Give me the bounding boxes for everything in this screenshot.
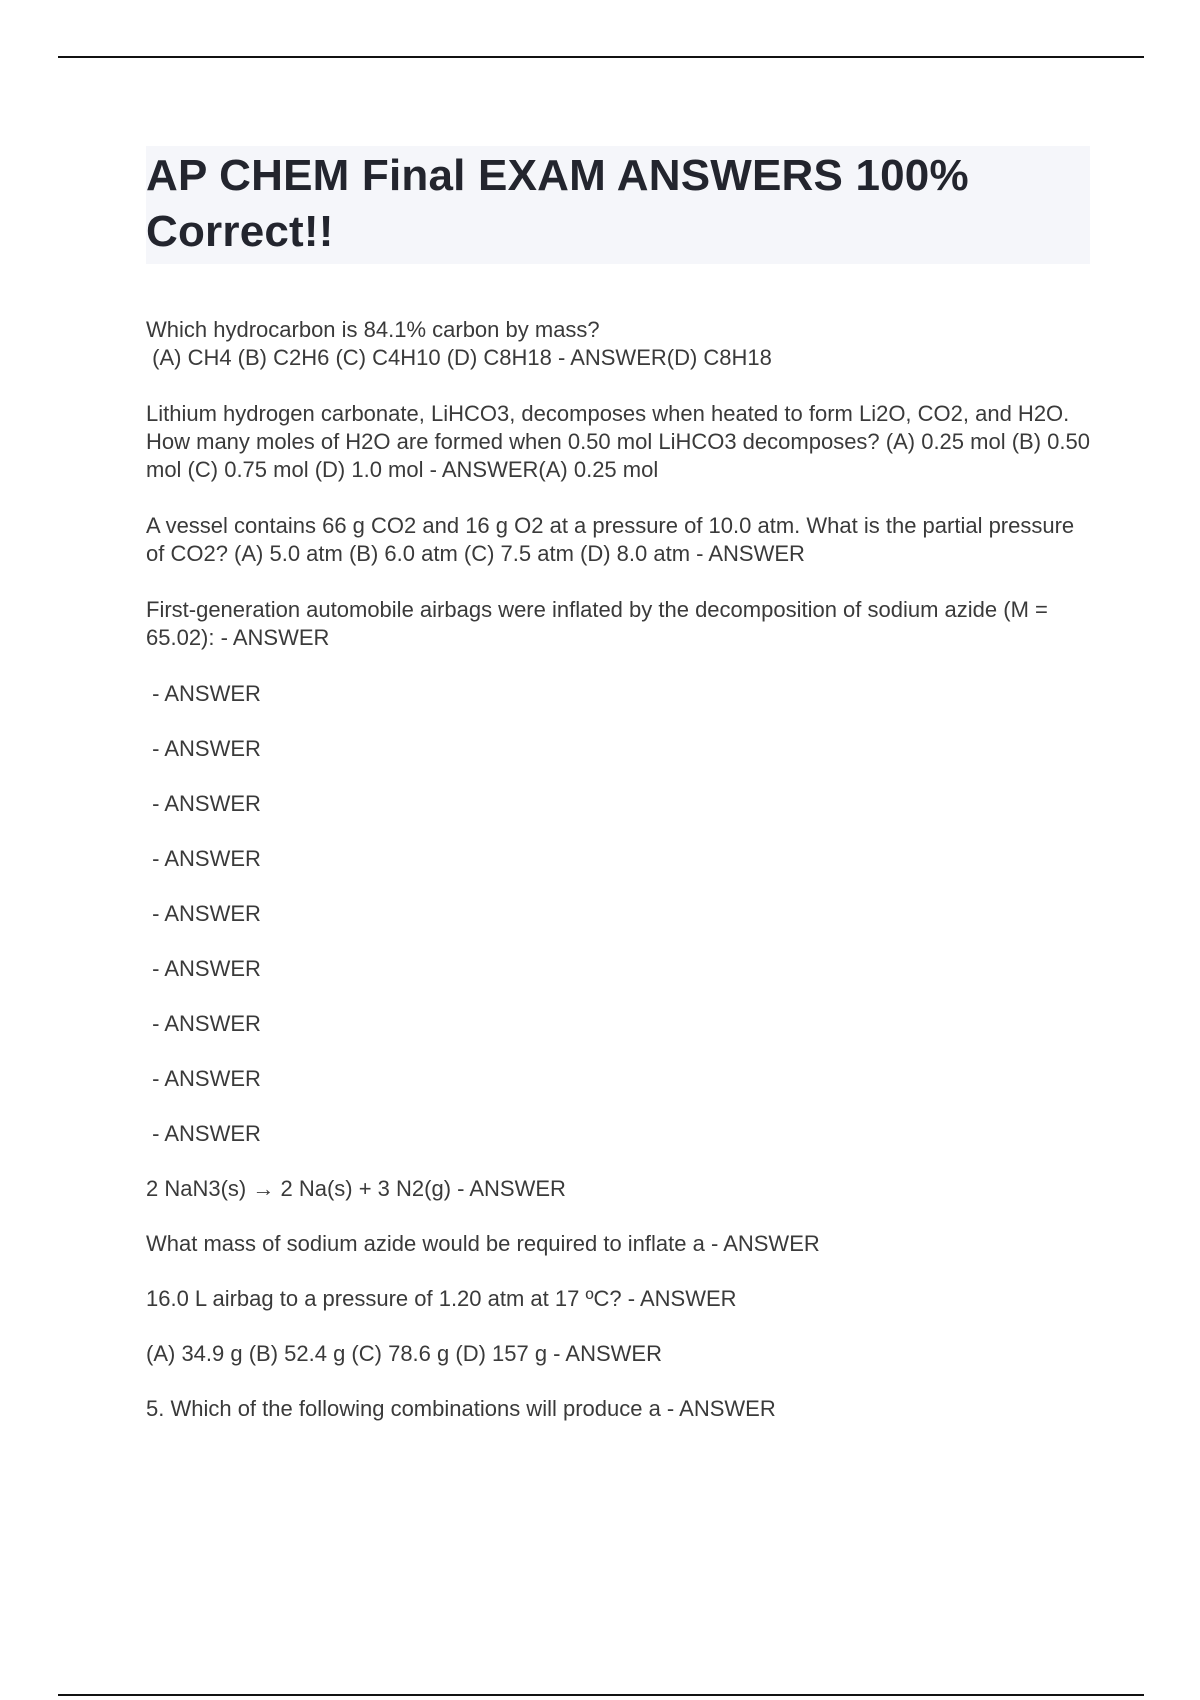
title-banner bbox=[146, 146, 1090, 264]
qa-list bbox=[146, 316, 1097, 1423]
footer-rule bbox=[58, 1694, 1144, 1696]
qa-entry: (A) 34.9 g (B) 52.4 g (C) 78.6 g (D) 157 g - ANSWER bbox=[146, 1341, 662, 1366]
document-body bbox=[146, 146, 1097, 1450]
qa-entry: 16.0 L airbag to a pressure of 1.20 atm at 17 ºC? - ANSWER bbox=[146, 1286, 737, 1311]
header-rule bbox=[58, 56, 1144, 58]
qa-entry: - ANSWER bbox=[146, 1011, 261, 1036]
qa-entry: First-generation automobile airbags were inflated by the decomposition of sodium azide (M = 65.02): - ANSWER bbox=[146, 597, 1054, 650]
document-title: AP CHEM Final EXAM ANSWERS 100% Correct!! bbox=[146, 151, 969, 256]
qa-entry: A vessel contains 66 g CO2 and 16 g O2 at a pressure of 10.0 atm. What is the partial pressure of CO2? (A) 5.0 atm (B) 6.0 atm (C) 7.5 atm (D) 8.0 atm - ANSWER bbox=[146, 513, 1081, 566]
qa-entry: - ANSWER bbox=[146, 1121, 261, 1146]
qa-entry: - ANSWER bbox=[146, 1066, 261, 1091]
qa-entry: - ANSWER bbox=[146, 681, 261, 706]
qa-entry: - ANSWER bbox=[146, 901, 261, 926]
qa-entry: What mass of sodium azide would be required to inflate a - ANSWER bbox=[146, 1231, 820, 1256]
qa-entry: Lithium hydrogen carbonate, LiHCO3, decomposes when heated to form Li2O, CO2, and H2O. How many moles of H2O are formed when 0.50 mol LiHCO3 decomposes? (A) 0.25 mol (B) 0.50 mol (C) 0.75 mol (D) 1.0 mol - ANSWER(A) 0.25 mol bbox=[146, 401, 1097, 482]
qa-entry: - ANSWER bbox=[146, 956, 261, 981]
qa-entry: - ANSWER bbox=[146, 736, 261, 761]
qa-entry: 2 NaN3(s) → 2 Na(s) + 3 N2(g) - ANSWER bbox=[146, 1176, 566, 1201]
qa-entry: - ANSWER bbox=[146, 846, 261, 871]
qa-entry: Which hydrocarbon is 84.1% carbon by mass? (A) CH4 (B) C2H6 (C) C4H10 (D) C8H18 - ANSWER(D) C8H18 bbox=[146, 317, 772, 370]
qa-entry: - ANSWER bbox=[146, 791, 261, 816]
qa-entry: 5. Which of the following combinations will produce a - ANSWER bbox=[146, 1396, 776, 1421]
